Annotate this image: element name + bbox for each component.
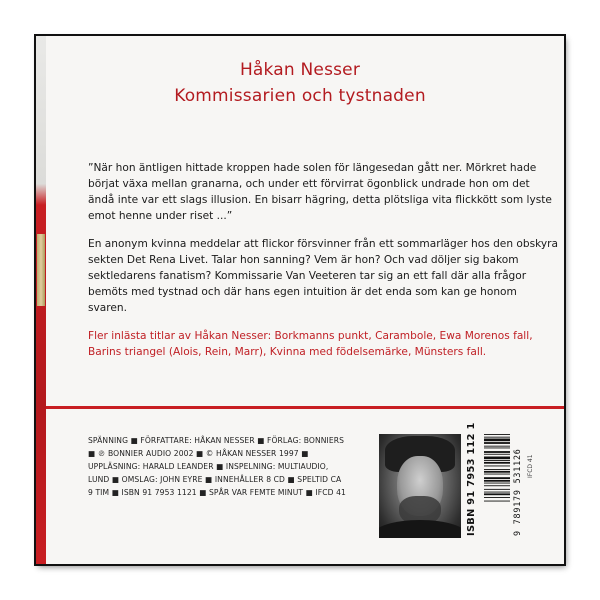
left-red-strip [36, 36, 46, 564]
plot-summary: En anonym kvinna meddelar att flickor försvinner från ett sommarläger hos den obskyra sekten Det Rena Livet. Talar hon sanning? Vem är hon? Och vad döljer sig bakom sektledarens fanatism? Kommissarie Van Veeteren tar sig an ett fall där alla frågor bemöts med tystnad och där hans egen intuition är det enda som kan ge honom svaren. [88, 238, 559, 314]
strip-glint [37, 234, 45, 306]
author-name: Håkan Nesser [239, 60, 361, 80]
barcode [484, 432, 510, 538]
isbn-label: ISBN 91 7953 112 1 [466, 422, 477, 536]
credits-block: SPÄNNING ■ FÖRFATTARE: HÅKAN NESSER ■ FÖRLAG: BONNIERS ■ ℗ BONNIER AUDIO 2002 ■ © HÅKAN NESSER 1997 ■ UPPLÄSNING: HARALD LEANDER ■ INSPELNING: MULTIAUDIO, LUND ■ OMSLAG: JOHN EYRE ■ INNEHÅLLER 8 CD ■ SPELTID CA 9 TIM ■ ISBN 91 7953 1121 ■ SPÅR VAR FEMTE MINUT ■ IFCD 41 [88, 436, 346, 497]
photo-shoulders [379, 520, 461, 538]
red-divider [46, 406, 564, 409]
catalog-code: IFCD 41 [527, 454, 534, 478]
excerpt-quote: ”När hon äntligen hittade kroppen hade solen för längesedan gått ner. Mörkret hade börjat växa mellan granarna, och under ett förvirrat ögonblick undrade hon om det ändå inte var ett slags illusion. En bisarr hägring, detta plötsliga vita flickkött som lyste emot henne under riset ...” [88, 162, 552, 222]
barcode-number: 9 789179 531126 [512, 448, 522, 536]
more-titles: Fler inlästa titlar av Håkan Nesser: Borkmanns punkt, Carambole, Ewa Morenos fall, Barins triangel (Alois, Rein, Marr), Kvinna med födelsemärke, Münsters fall. [88, 330, 533, 358]
book-title: Kommissarien och tystnaden [174, 86, 426, 106]
back-cover [36, 36, 564, 564]
author-photo [379, 434, 461, 538]
